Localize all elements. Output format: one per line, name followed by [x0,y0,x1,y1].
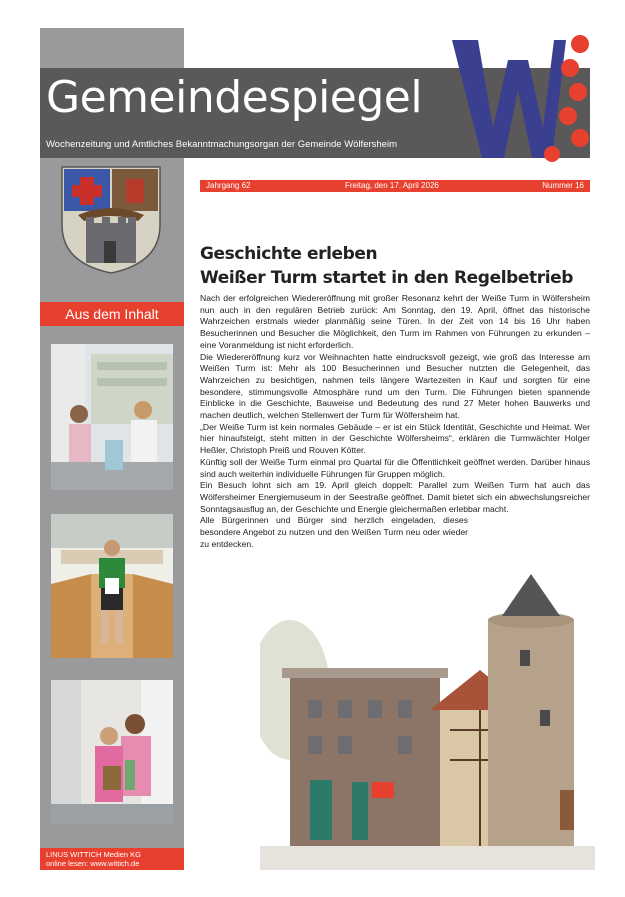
issue-volume: Jahrgang 62 [206,181,251,190]
masthead-subtitle: Wochenzeitung und Amtliches Bekanntmachungsorgan der Gemeinde Wölfersheim [46,139,397,150]
article-paragraph: „Der Weiße Turm ist kein normales Gebäude – er ist ein Stück Identität, Geschichte und Heimat. Wer hier hinaufsteigt, steht mitten in der Geschichte Wölfersheims“, erklären die Turmwächter Holger Heßler, Christoph Preiß und Rouven Kötter. [200,421,590,456]
article-kicker: Geschichte erleben [200,244,378,264]
coat-of-arms-icon [58,165,164,275]
issue-date: Freitag, den 17. April 2026 [345,181,439,190]
publisher-website: online lesen: www.wittich.de [46,859,140,868]
photo-two-women-award [51,680,173,824]
photo-museum-visit [51,344,173,490]
article-paragraph: Nach der erfolgreichen Wiedereröffnung mit großer Resonanz kehrt der Weiße Turm in Wölfersheim nun auch in den regulären Betrieb zurück: Am Sonntag, den 19. April, öffnet das historische Wahrzeichen erstmals wieder planmäßig seine Türen. In der Zeit von 14 bis 16 Uhr haben Besucherinnen und Besucher die Möglichkeit, den Turm im Rahmen von Führungen zu erkunden – eine Voranmeldung ist nicht erforderlich. [200,293,590,350]
contents-label: Aus dem Inhalt [40,302,184,326]
publisher-name: LINUS WITTICH Medien KG [46,850,142,859]
publisher-box [40,848,184,870]
article-paragraph: Ein Besuch lohnt sich am 19. April gleich doppelt: Parallel zum Weißen Turm hat auch das Wölfersheimer Energiemuseum in der Seestraße geöffnet. Damit bietet sich ein abwechslungsreicher Sonntagsausflug an, der Geschichte und Energie gleichermaßen erlebbar macht. [200,480,590,514]
article-paragraph: Die Wiedereröffnung kurz vor Weihnachten hatte eindrucksvoll gezeigt, wie groß das Interesse am Weißen Turm ist: Mehr als 100 Besucherinnen und Besucher nutzten die Gelegenheit, das Wahrzeichen zu besichtigen, nahmen teils längere Wartezeiten in Kauf und sorgten für eine besondere, stimmungsvolle Atmosphäre rund um den Turm. Die Führungen bieten spannende Einblicke in die Geschichte, Bauweise und Bedeutung des rund 27 Meter hohen Bauwerks und machen deutlich, welchen Stellenwert der Turm für Wölfersheim hat. [200,351,590,421]
article-paragraph: Alle Bürgerinnen und Bürger sind herzlich eingeladen, dieses besondere Angebot zu nutzen und den Weißen Turm neu oder wieder zu entdecken. [200,515,468,549]
article-headline: Weißer Turm startet in den Regelbetrieb [200,268,574,288]
issue-number: Nummer 16 [542,181,584,190]
photo-bowling-boy [51,514,173,658]
issue-info-bar [200,180,590,192]
white-tower-illustration [260,560,595,870]
masthead-title: Gemeindespiegel [46,72,423,123]
article-body [200,293,590,550]
article-paragraph: Künftig soll der Weiße Turm einmal pro Quartal für die Öffentlichkeit geöffnet werden. Darüber hinaus sind auch weiterhin individuelle Führungen für Gruppen möglich. [200,456,590,479]
w-logo-icon [448,30,598,166]
